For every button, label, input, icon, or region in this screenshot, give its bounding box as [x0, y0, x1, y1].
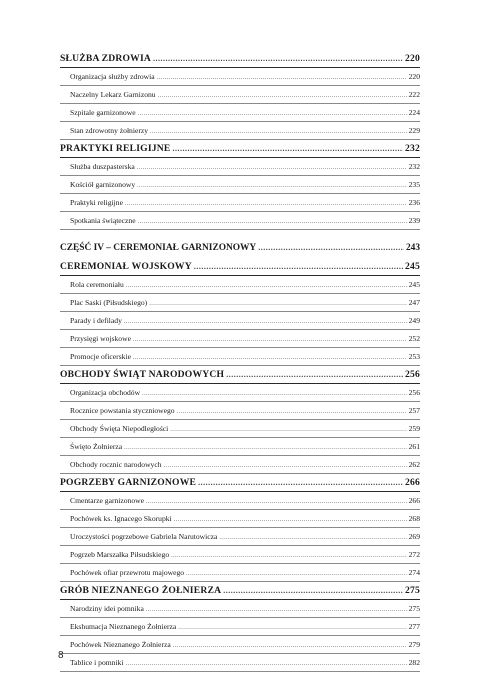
toc-part-heading	[60, 239, 420, 257]
toc-entry-page: 272	[408, 550, 420, 559]
toc-entry-title: Tablice i pomniki	[70, 658, 124, 667]
dot-leader	[153, 50, 403, 67]
dot-leader	[194, 258, 403, 275]
toc-entry-title: Pochówek Nieznanego Żołnierza	[70, 640, 171, 649]
dot-leader	[149, 296, 406, 313]
toc-subentry	[60, 564, 420, 582]
toc-subentry	[60, 194, 420, 212]
dot-leader	[158, 88, 407, 105]
toc-entry-title: Rola ceremoniału	[70, 280, 124, 289]
dot-leader	[137, 160, 407, 177]
toc-entry-page: 236	[408, 198, 420, 207]
toc-entry-page: 247	[408, 298, 420, 307]
toc-subentry	[60, 212, 420, 230]
toc-chapter-heading	[60, 140, 420, 158]
toc-entry-page: 232	[408, 162, 420, 171]
toc-entry-page: 259	[408, 424, 420, 433]
toc-entry-title: Organizacja służby zdrowia	[70, 72, 155, 81]
dot-leader	[170, 422, 406, 439]
toc-subentry	[60, 68, 420, 86]
toc-entry-title: SŁUŻBA ZDROWIA	[60, 53, 152, 64]
toc-entry-title: Obchody rocznic narodowych	[70, 460, 162, 469]
toc-entry-page: 262	[408, 460, 420, 469]
toc-subentry	[60, 122, 420, 140]
toc-entry-page: 282	[408, 658, 420, 667]
toc-entry-title: Naczelny Lekarz Garnizonu	[70, 90, 156, 99]
dot-leader	[133, 332, 407, 349]
dot-leader	[133, 350, 407, 367]
toc-entry-title: Stan zdrowotny żołnierzy	[70, 126, 149, 135]
toc-entry-page: 257	[408, 406, 420, 415]
toc-subentry	[60, 384, 420, 402]
toc-entry-page: 275	[405, 585, 420, 596]
dot-leader	[178, 620, 406, 637]
dot-leader	[173, 638, 407, 655]
toc-entry-title: OBCHODY ŚWIĄT NARODOWYCH	[60, 369, 225, 380]
toc-entry-title: Cmentarze garnizonowe	[70, 496, 145, 505]
toc-entry-page: 266	[408, 496, 420, 505]
dot-leader	[146, 494, 407, 511]
toc-entry-page: 243	[405, 243, 420, 253]
toc-subentry	[60, 276, 420, 294]
toc-entry-title: Kościół garnizonowy	[70, 180, 136, 189]
toc-subentry	[60, 176, 420, 194]
toc-entry-title: Święto Żołnierza	[70, 442, 123, 451]
toc-subentry	[60, 402, 420, 420]
toc-entry-title: Pogrzeb Marszałka Piłsudskiego	[70, 550, 170, 559]
toc-entry-page: 275	[408, 604, 420, 613]
toc-entry-page: 261	[408, 442, 420, 451]
dot-leader	[150, 124, 407, 141]
toc-entry-title: Rocznice powstania styczniowego	[70, 406, 175, 415]
dot-leader	[157, 70, 407, 87]
toc-subentry	[60, 158, 420, 176]
dot-leader	[146, 602, 407, 619]
dot-leader	[172, 140, 403, 157]
toc-entry-page: 252	[408, 334, 420, 343]
toc-entry-title: CZĘŚĆ IV – CEREMONIAŁ GARNIZONOWY	[60, 243, 257, 253]
toc-subentry	[60, 546, 420, 564]
toc-subentry	[60, 312, 420, 330]
toc-entry-page: 277	[408, 622, 420, 631]
toc-subentry	[60, 104, 420, 122]
toc-subentry	[60, 348, 420, 366]
toc-entry-title: POGRZEBY GARNIZONOWE	[60, 477, 197, 488]
toc-subentry	[60, 330, 420, 348]
toc-chapter-heading	[60, 258, 420, 276]
dot-leader	[223, 582, 403, 599]
dot-leader	[126, 278, 407, 295]
toc-entry-title: GRÓB NIEZNANEGO ŻOŁNIERZA	[60, 585, 222, 596]
dot-leader	[258, 239, 404, 257]
dot-leader	[177, 404, 407, 421]
toc-entry-title: Szpitale garnizonowe	[70, 108, 136, 117]
dot-leader	[125, 656, 406, 673]
toc-entry-title: Praktyki religijne	[70, 198, 123, 207]
toc-subentry	[60, 438, 420, 456]
table-of-contents	[60, 50, 420, 672]
toc-entry-page: 256	[405, 369, 420, 380]
toc-entry-title: Pochówek ofiar przewrotu majowego	[70, 568, 185, 577]
dot-leader	[138, 106, 407, 123]
toc-chapter-heading	[60, 50, 420, 68]
dot-leader	[164, 458, 407, 475]
toc-subentry	[60, 294, 420, 312]
dot-leader	[124, 314, 407, 331]
dot-leader	[174, 512, 407, 529]
toc-subentry	[60, 528, 420, 546]
toc-entry-page: 256	[408, 388, 420, 397]
toc-entry-page: 279	[408, 640, 420, 649]
toc-subentry	[60, 492, 420, 510]
toc-entry-page: 245	[408, 280, 420, 289]
dot-leader	[171, 548, 406, 565]
toc-entry-page: 266	[405, 477, 420, 488]
dot-leader	[137, 178, 406, 195]
toc-entry-page: 274	[408, 568, 420, 577]
toc-entry-page: 235	[408, 180, 420, 189]
toc-entry-title: Plac Saski (Piłsudskiego)	[70, 298, 148, 307]
toc-entry-title: Parady i defilady	[70, 316, 122, 325]
dot-leader	[226, 366, 403, 383]
toc-subentry	[60, 654, 420, 672]
toc-entry-title: PRAKTYKI RELIGIJNE	[60, 143, 171, 154]
toc-entry-page: 224	[408, 108, 420, 117]
toc-entry-page: 220	[408, 72, 420, 81]
toc-entry-title: Promocje oficerskie	[70, 352, 131, 361]
toc-entry-page: 253	[408, 352, 420, 361]
dot-leader	[219, 530, 406, 547]
toc-chapter-heading	[60, 366, 420, 384]
toc-entry-title: Przysięgi wojskowe	[70, 334, 131, 343]
toc-chapter-heading	[60, 474, 420, 492]
dot-leader	[124, 440, 407, 457]
toc-entry-page: 232	[405, 143, 420, 154]
toc-entry-title: Pochówek ks. Ignacego Skorupki	[70, 514, 172, 523]
toc-entry-page: 249	[408, 316, 420, 325]
dot-leader	[186, 566, 407, 583]
toc-entry-title: Spotkania świąteczne	[70, 216, 136, 225]
toc-chapter-heading	[60, 582, 420, 600]
dot-leader	[138, 214, 407, 231]
toc-entry-page: 245	[405, 261, 420, 272]
dot-leader	[198, 474, 403, 491]
page-number: 8	[58, 650, 64, 661]
toc-subentry	[60, 86, 420, 104]
toc-subentry	[60, 636, 420, 654]
toc-entry-title: CEREMONIAŁ WOJSKOWY	[60, 261, 192, 272]
toc-subentry	[60, 420, 420, 438]
toc-entry-page: 239	[408, 216, 420, 225]
toc-entry-page: 229	[408, 126, 420, 135]
dot-leader	[142, 386, 407, 403]
toc-entry-title: Ekshumacja Nieznanego Żołnierza	[70, 622, 177, 631]
toc-entry-title: Służba duszpasterska	[70, 162, 135, 171]
toc-entry-page: 269	[408, 532, 420, 541]
toc-subentry	[60, 456, 420, 474]
toc-entry-title: Narodziny idei pomnika	[70, 604, 144, 613]
toc-subentry	[60, 618, 420, 636]
toc-entry-page: 268	[408, 514, 420, 523]
toc-entry-page: 222	[408, 90, 420, 99]
dot-leader	[125, 196, 407, 213]
toc-entry-title: Obchody Święta Niepodległości	[70, 424, 169, 433]
toc-entry-title: Organizacja obchodów	[70, 388, 141, 397]
toc-entry-title: Uroczystości pogrzebowe Gabriela Narutowicza	[70, 532, 218, 541]
toc-subentry	[60, 510, 420, 528]
toc-entry-page: 220	[405, 53, 420, 64]
toc-subentry	[60, 600, 420, 618]
